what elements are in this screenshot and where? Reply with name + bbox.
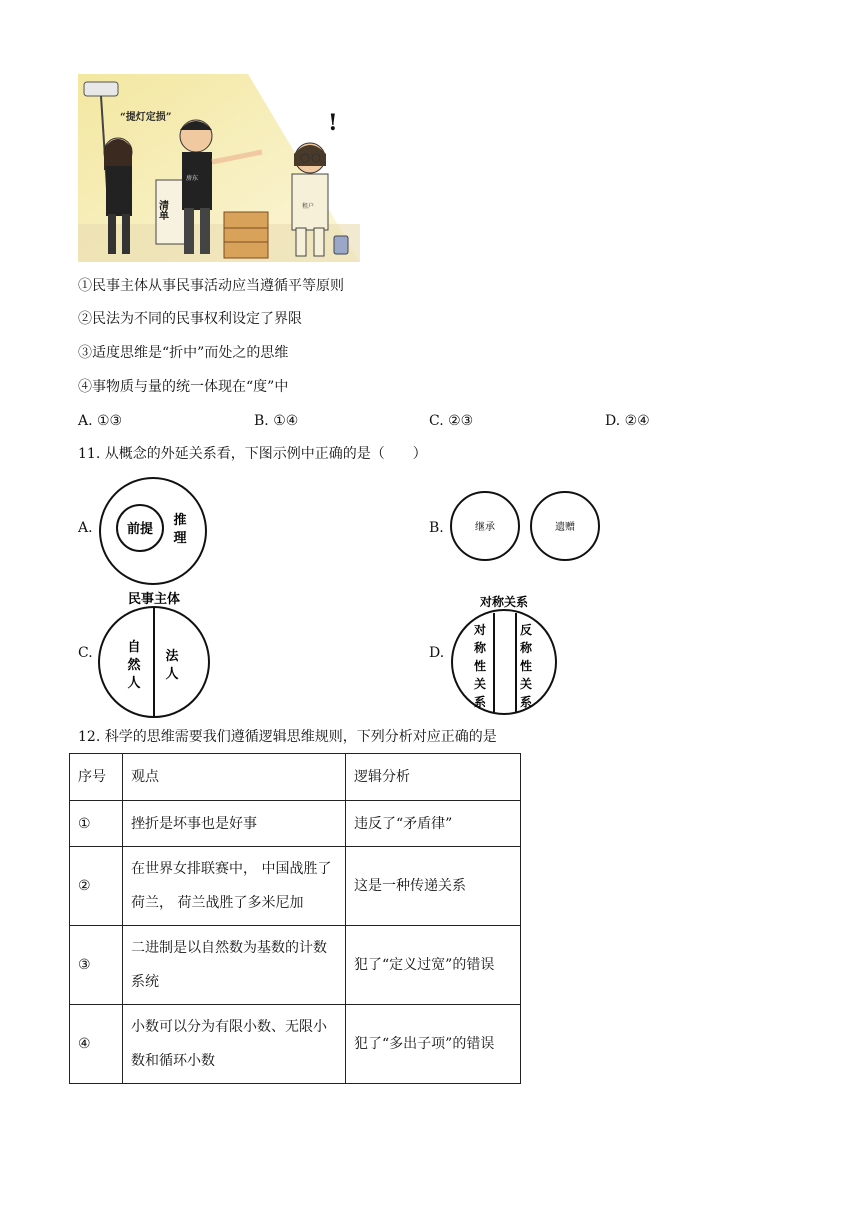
table-row [70,847,521,926]
row-view: 挫折是坏事也是好事 [123,801,346,847]
figure-d-right-char-5: 系 [519,695,533,709]
figure-d-right-char-4: 关 [519,677,533,691]
figure-d-left-char-1: 对 [473,623,487,637]
cartoon-scroll-text: 清单 [156,200,168,220]
question-11-stem: 11. 从概念的外延关系看，下图示例中正确的是（ ） [78,446,427,462]
figure-c-right-char-1: 法 [165,649,179,664]
cartoon-illustration [78,74,360,262]
figure-d-left-char-4: 关 [473,677,487,691]
figure-c-left-char-3: 人 [127,676,141,691]
figure-d-left-char-5: 系 [473,695,487,709]
figure-d-label[interactable]: D. [429,645,445,661]
figure-b-left-label: 继承 [475,522,495,533]
figure-c-left-char-1: 自 [127,640,141,655]
figure-c-left-char-2: 然 [127,658,141,673]
figure-d-right-char-3: 性 [519,659,533,673]
row-view: 在世界女排联赛中， 中国战胜了荷兰， 荷兰战胜了多米尼加 [123,847,346,926]
figure-c-diagram [96,588,212,720]
logic-analysis-table [69,753,521,1084]
row-analysis: 违反了“矛盾律” [346,801,521,847]
figure-a-outer-char-1: 推 [173,513,187,528]
figure-b-diagram [448,490,604,564]
figure-d-title: 对称关系 [479,595,529,609]
table-header-row [70,754,521,801]
header-number: 序号 [70,754,123,801]
table-row [70,1005,521,1084]
row-view: 二进制是以自然数为基数的计数系统 [123,926,346,1005]
figure-a-outer-char-2: 理 [173,531,187,546]
figure-b-label[interactable]: B. [429,520,444,536]
header-view: 观点 [123,754,346,801]
option-c[interactable]: C. ②③ [429,413,474,429]
table-row [70,926,521,1005]
row-view: 小数可以分为有限小数、无限小数和循环小数 [123,1005,346,1084]
figure-a-label[interactable]: A. [78,520,93,536]
cartoon-exclaim: ! [328,110,338,136]
cartoon-caption: “提灯定损” [120,112,172,123]
figure-a-inner-label: 前提 [126,522,154,537]
option-d[interactable]: D. ②④ [605,413,650,429]
row-number: ③ [70,926,123,1005]
figure-d-left-char-2: 称 [473,641,487,655]
row-number: ① [70,801,123,847]
option-b[interactable]: B. ①④ [254,413,299,429]
row-analysis: 这是一种传递关系 [346,847,521,926]
figure-c-title: 民事主体 [127,592,181,607]
cartoon-landlord-shirt: 房东 [186,175,199,182]
statement-4: ④事物质与量的统一体现在“度”中 [78,379,289,395]
figure-c-label[interactable]: C. [78,645,93,661]
figure-c-right-char-2: 人 [165,667,179,682]
row-analysis: 犯了“多出子项”的错误 [346,1005,521,1084]
header-analysis: 逻辑分析 [346,754,521,801]
figure-d-left-char-3: 性 [473,659,487,673]
figure-b-right-label: 遗赠 [555,522,575,533]
figure-d-diagram [448,592,560,718]
figure-d-right-char-1: 反 [519,623,533,637]
statement-2: ②民法为不同的民事权利设定了界限 [78,311,302,327]
row-number: ④ [70,1005,123,1084]
figure-a-diagram [98,476,208,586]
option-a[interactable]: A. ①③ [78,413,123,429]
figure-d-right-char-2: 称 [519,641,533,655]
row-analysis: 犯了“定义过宽”的错误 [346,926,521,1005]
question-12-stem: 12. 科学的思维需要我们遵循逻辑思维规则，下列分析对应正确的是 [78,729,497,745]
table-row [70,801,521,847]
row-number: ② [70,847,123,926]
statement-1: ①民事主体从事民事活动应当遵循平等原则 [78,278,344,294]
cartoon-tenant-shirt: 租户 [302,203,315,210]
statement-3: ③适度思维是“折中”而处之的思维 [78,345,289,361]
